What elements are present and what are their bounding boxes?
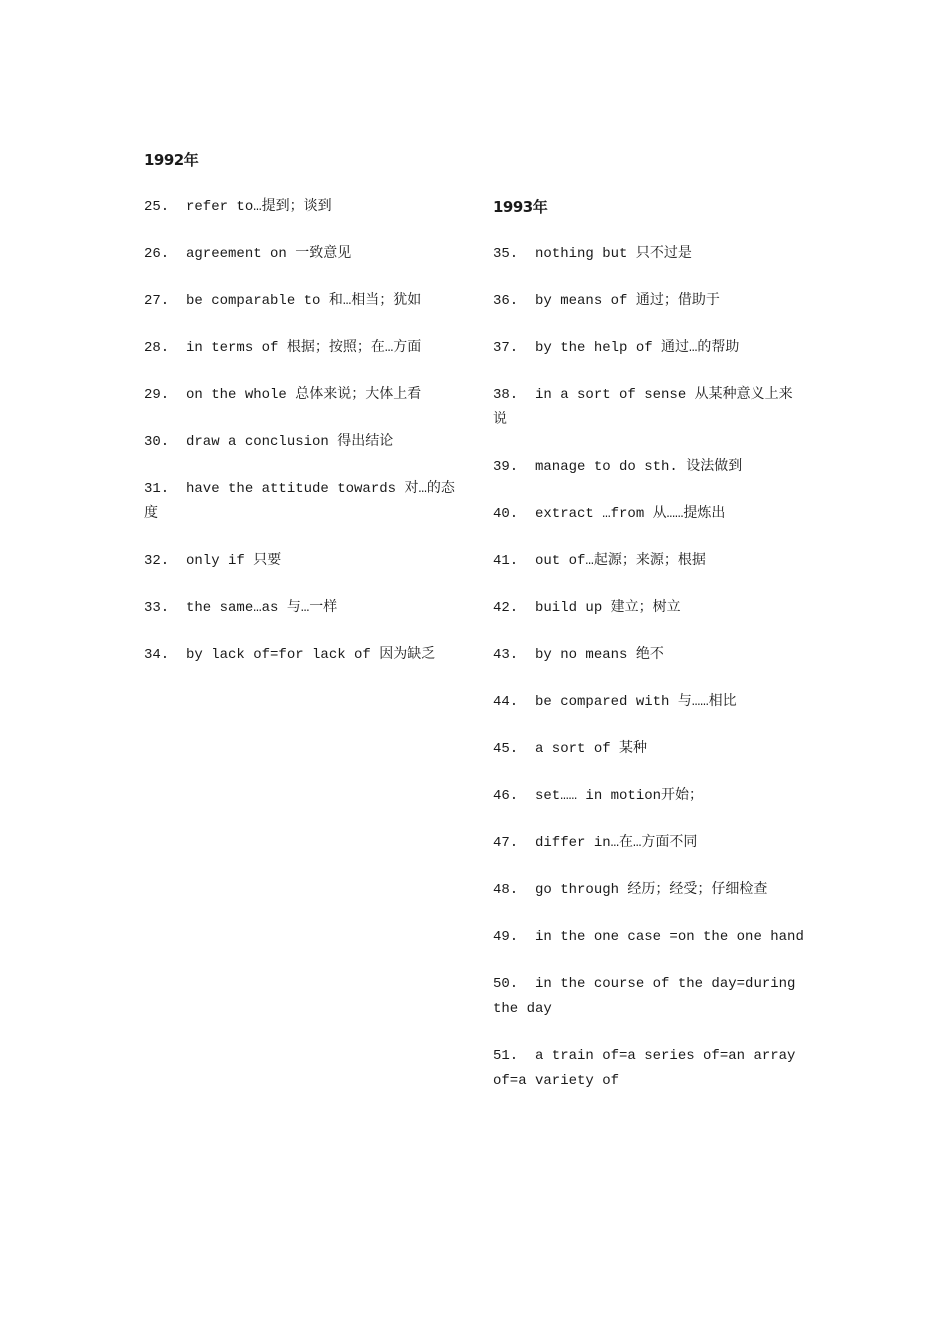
phrase-entry: 45. a sort of 某种 bbox=[493, 741, 648, 757]
phrase-entry: 38. in a sort of sense 从某种意义上来说 bbox=[493, 387, 793, 428]
phrase-entry: 31. have the attitude towards 对…的态度 bbox=[144, 481, 455, 522]
phrase-entry: 27. be comparable to 和…相当；犹如 bbox=[144, 293, 422, 309]
phrase-entry: 44. be compared with 与……相比 bbox=[493, 694, 737, 710]
phrase-entry: 46. set…… in motion开始； bbox=[493, 788, 704, 804]
phrase-entry: 40. extract …from 从……提炼出 bbox=[493, 506, 726, 522]
phrase-list-1992 bbox=[144, 195, 456, 690]
phrase-entry: 28. in terms of 根据；按照；在…方面 bbox=[144, 340, 422, 356]
phrase-entry: 47. differ in…在…方面不同 bbox=[493, 835, 698, 851]
phrase-entry: 39. manage to do sth. 设法做到 bbox=[493, 459, 743, 475]
phrase-entry: 30. draw a conclusion 得出结论 bbox=[144, 434, 394, 450]
phrase-entry: 51. a train of=a series of=an array of=a variety of bbox=[493, 1048, 804, 1089]
phrase-entry: 48. go through 经历；经受；仔细检查 bbox=[493, 882, 768, 898]
phrase-entry: 26. agreement on 一致意见 bbox=[144, 246, 352, 262]
phrase-entry: 49. in the one case =on the one hand bbox=[493, 929, 804, 945]
phrase-list-1993 bbox=[493, 242, 805, 1116]
phrase-entry: 29. on the whole 总体来说；大体上看 bbox=[144, 387, 422, 403]
section-heading-1993: 1993年 bbox=[493, 198, 548, 216]
phrase-entry: 50. in the course of the day=during the day bbox=[493, 976, 804, 1017]
phrase-entry: 36. by means of 通过；借助于 bbox=[493, 293, 720, 309]
phrase-entry: 43. by no means 绝不 bbox=[493, 647, 664, 663]
phrase-entry: 25. refer to…提到；谈到 bbox=[144, 199, 332, 215]
phrase-entry: 37. by the help of 通过…的帮助 bbox=[493, 340, 740, 356]
phrase-entry: 41. out of…起源；来源；根据 bbox=[493, 553, 706, 569]
phrase-entry: 42. build up 建立；树立 bbox=[493, 600, 681, 616]
phrase-entry: 33. the same…as 与…一样 bbox=[144, 600, 338, 616]
phrase-entry: 34. by lack of=for lack of 因为缺乏 bbox=[144, 647, 436, 663]
phrase-entry: 35. nothing but 只不过是 bbox=[493, 246, 692, 262]
section-heading-1992: 1992年 bbox=[144, 151, 199, 169]
phrase-entry: 32. only if 只要 bbox=[144, 553, 282, 569]
